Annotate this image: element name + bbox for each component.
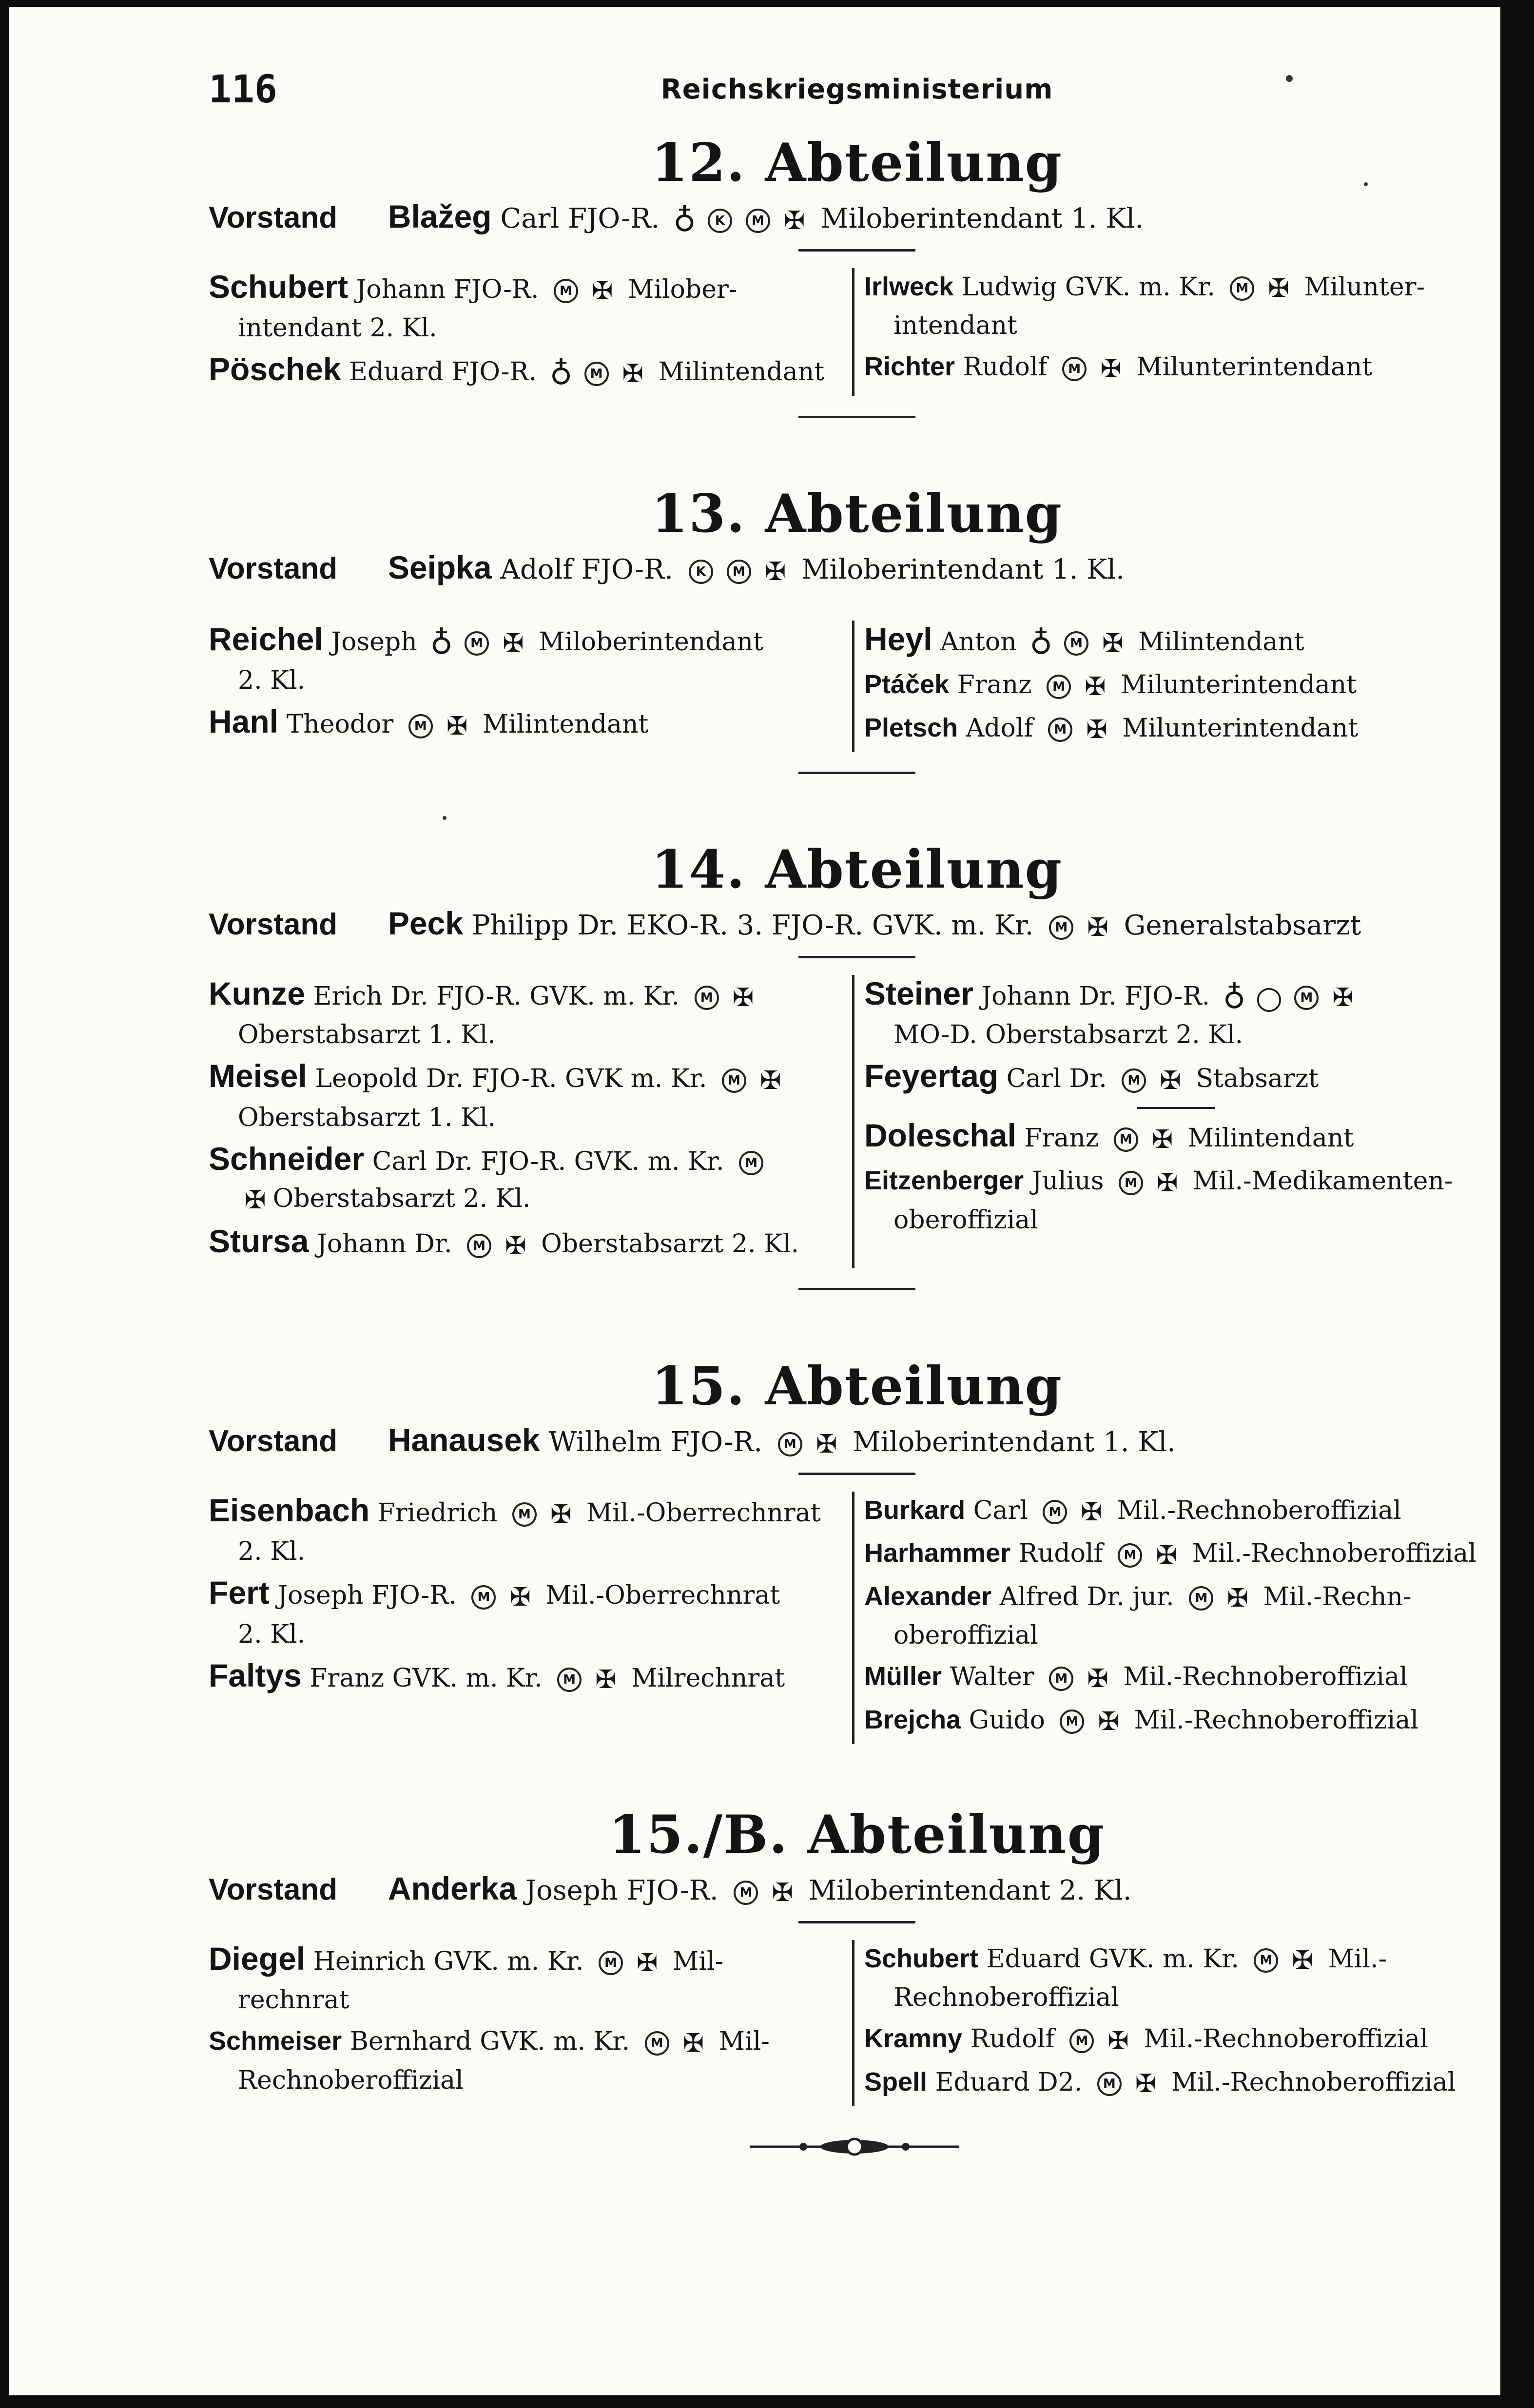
- medal-icon: M: [1118, 1543, 1142, 1568]
- entry-rank: Milintendant: [1138, 627, 1304, 657]
- right-column: [854, 621, 1498, 753]
- section-14: [209, 835, 1505, 1307]
- entry-rank: Oberstabsarzt 2. Kl.: [272, 1184, 531, 1213]
- running-title: Reichskriegsministerium: [660, 74, 1053, 105]
- medal-icon: M: [471, 1585, 496, 1610]
- list-item: [864, 621, 1498, 662]
- surname: Diegel: [209, 1940, 306, 1977]
- cross-icon: ✠: [636, 1948, 658, 1978]
- entry-rank: Milunterintendant: [1121, 670, 1357, 699]
- list-item: [864, 2020, 1498, 2059]
- vorstand-details: Philipp Dr. EKO-R. 3. FJO-R. GVK. m. Kr.: [471, 910, 1034, 941]
- medal-icon: M: [1049, 1667, 1073, 1691]
- surname: Meisel: [209, 1058, 307, 1094]
- section-15b: [209, 1801, 1505, 2106]
- list-item: [864, 666, 1498, 705]
- surname: Schubert: [864, 1943, 979, 1973]
- medal-icon: M: [512, 1502, 537, 1527]
- list-item: [864, 1492, 1498, 1531]
- list-item: [864, 1057, 1498, 1099]
- entry-rank: Stabsarzt: [1196, 1064, 1319, 1093]
- surname: Eitzenberger: [864, 1166, 1024, 1195]
- entry-rank: Mil.-Oberrechnrat: [586, 1498, 821, 1528]
- divider: [798, 772, 915, 774]
- vorstand-line: [209, 548, 1505, 591]
- medal-icon: M: [1122, 1068, 1146, 1093]
- entry-rank: Mil-: [673, 1946, 724, 1976]
- list-item: [864, 1534, 1498, 1574]
- divider: [798, 1473, 915, 1475]
- medal-icon: M: [557, 1668, 582, 1692]
- entry-rank: Milintendant: [482, 710, 649, 739]
- cross-icon: ✠: [1268, 274, 1289, 303]
- vorstand-rank: Miloberintendant 2. Kl.: [808, 1875, 1132, 1906]
- entry-continuation: Oberstabsarzt 1. Kl.: [238, 1103, 496, 1132]
- surname: Burkard: [864, 1495, 966, 1525]
- vorstand-surname: Blažeg: [388, 198, 492, 234]
- ink-speck: [1286, 75, 1293, 82]
- cross-icon: ✠: [764, 557, 786, 586]
- cross-icon: ✠: [1332, 983, 1354, 1012]
- list-item: [864, 1578, 1498, 1654]
- medal-icon: M: [1060, 1709, 1084, 1734]
- left-column: [209, 621, 854, 753]
- entry-rank: Mil.-Rechnoberoffizial: [1144, 2024, 1428, 2054]
- medal-icon: M: [584, 362, 609, 386]
- left-column: [209, 1940, 854, 2107]
- list-item: [864, 1940, 1498, 2017]
- ink-speck: [1364, 182, 1368, 186]
- section-title: 13. Abteilung: [651, 483, 1063, 544]
- entry-text: Erich Dr. FJO-R. GVK. m. Kr.: [313, 981, 680, 1011]
- entry-text: Walter: [950, 1662, 1034, 1691]
- surname: Fert: [209, 1574, 270, 1611]
- member-columns: [209, 268, 1505, 396]
- medal-icon: M: [1230, 276, 1254, 301]
- cross-icon: ✠: [783, 206, 805, 235]
- surname: Schubert: [209, 268, 349, 305]
- cross-icon: ✠: [595, 1665, 617, 1694]
- surname: Kramny: [864, 2024, 963, 2053]
- ring-icon: ♁: [1029, 625, 1053, 661]
- vorstand-surname: Anderka: [388, 1870, 517, 1906]
- medal-icon: M: [695, 986, 719, 1010]
- entry-continuation: intendant 2. Kl.: [238, 313, 437, 343]
- surname: Schmeiser: [209, 2026, 342, 2056]
- document-page: [9, 7, 1500, 2395]
- ring-icon: ♁: [430, 625, 453, 661]
- medal-icon: M: [1097, 2072, 1122, 2096]
- cross-icon: ✠: [1227, 1584, 1248, 1613]
- medal-icon: M: [1189, 1586, 1213, 1611]
- cross-icon: ✠: [1135, 2069, 1157, 2098]
- entry-rank: Milunterintendant: [1122, 713, 1359, 743]
- page-number: 116: [209, 68, 277, 112]
- entry-text: Leopold Dr. FJO-R. GVK m. Kr.: [315, 1064, 707, 1093]
- ink-speck: [443, 816, 447, 820]
- cross-icon: ✠: [622, 359, 644, 388]
- entry-continuation: MO-D. Oberstabsarzt 2. Kl.: [893, 1020, 1243, 1049]
- medal-icon: M: [727, 560, 751, 584]
- divider: [1137, 1107, 1215, 1109]
- entry-rank: Miloberintendant: [539, 627, 763, 657]
- medal-icon: M: [1043, 1500, 1067, 1524]
- section-13: [209, 480, 1505, 791]
- cross-icon: ✠: [1156, 1540, 1177, 1570]
- entry-rank: Mil.-Rechnoberoffizial: [1117, 1495, 1401, 1525]
- entry-text: Eduard D2.: [935, 2067, 1083, 2097]
- right-column: [854, 975, 1498, 1268]
- surname: Reichel: [209, 621, 323, 657]
- medal-icon: M: [645, 2031, 669, 2056]
- cross-icon: ✠: [1085, 672, 1106, 701]
- entry-text: Rudolf: [1018, 1539, 1103, 1568]
- section-title: 14. Abteilung: [651, 839, 1063, 900]
- list-item: [864, 268, 1498, 345]
- entry-text: Guido: [969, 1705, 1045, 1735]
- divider: [798, 956, 915, 958]
- vorstand-line: [209, 1869, 1505, 1912]
- medal-icon: M: [722, 1068, 746, 1093]
- surname: Hanl: [209, 703, 279, 739]
- surname: Pöschek: [209, 351, 341, 387]
- entry-continuation: Oberstabsarzt 1. Kl.: [238, 1020, 496, 1049]
- list-item: [209, 703, 842, 745]
- entry-text: Carl Dr.: [1006, 1064, 1107, 1093]
- cross-icon: ✠: [816, 1429, 837, 1459]
- page-header: [209, 68, 1505, 126]
- entry-text: Ludwig GVK. m. Kr.: [961, 272, 1215, 302]
- cross-icon: ✠: [1102, 629, 1124, 658]
- medal-icon: M: [1069, 2029, 1094, 2053]
- medal-icon: M: [1048, 718, 1072, 742]
- surname: Faltys: [209, 1657, 302, 1693]
- list-item: [209, 1940, 842, 2019]
- entry-rank: Mil.-Rechnoberoffizial: [1134, 1705, 1418, 1735]
- cross-icon: ✠: [1086, 715, 1107, 744]
- vorstand-details: Carl FJO-R.: [500, 203, 660, 234]
- section-title: 15. Abteilung: [651, 1356, 1063, 1417]
- vorstand-surname: Seipka: [388, 549, 492, 585]
- entry-continuation: 2. Kl.: [238, 1619, 306, 1649]
- entry-rank: Mil-: [718, 2027, 770, 2056]
- vorstand-label: Vorstand: [209, 552, 338, 585]
- cross-icon: ✠: [1292, 1946, 1313, 1975]
- cross-icon: ✠: [245, 1185, 266, 1215]
- entry-continuation: oberoffizial: [893, 1621, 1038, 1650]
- surname: Brejcha: [864, 1705, 961, 1734]
- entry-text: Franz GVK. m. Kr.: [310, 1663, 543, 1693]
- entry-text: Franz: [957, 670, 1032, 699]
- medal-icon: M: [554, 279, 578, 303]
- end-ornament: [750, 2132, 959, 2161]
- medal-icon: M: [1119, 1171, 1143, 1195]
- vorstand-rank: Miloberintendant 1. Kl.: [853, 1426, 1176, 1458]
- list-item: [864, 1658, 1498, 1697]
- surname: Pletsch: [864, 713, 958, 742]
- medal-icon: M: [1254, 1948, 1278, 1973]
- vorstand-rank: Miloberintendant 1. Kl.: [820, 203, 1144, 234]
- surname: Richter: [864, 352, 955, 381]
- entry-continuation: 2. Kl.: [238, 1537, 306, 1566]
- medal-icon: M: [465, 631, 489, 656]
- surname: Alexander: [864, 1581, 992, 1611]
- entry-text: Franz: [1024, 1123, 1099, 1153]
- medal-icon: M: [746, 209, 770, 233]
- divider: [798, 1288, 915, 1290]
- medal-icon: M: [778, 1432, 802, 1456]
- entry-text: Johann Dr. FJO-R.: [981, 981, 1210, 1011]
- entry-text: Bernhard GVK. m. Kr.: [350, 2027, 630, 2056]
- member-columns: [209, 975, 1505, 1268]
- vorstand-surname: Peck: [388, 905, 463, 941]
- surname: Doleschal: [864, 1117, 1016, 1153]
- medal-icon: M: [1294, 986, 1319, 1010]
- entry-rank: Milober-: [628, 274, 738, 304]
- list-item: [209, 1223, 842, 1264]
- entry-text: Alfred Dr. jur.: [999, 1582, 1174, 1612]
- cross-icon: ✠: [1160, 1066, 1181, 1095]
- entry-text: Johann Dr.: [316, 1229, 452, 1259]
- surname: Spell: [864, 2067, 928, 2097]
- vorstand-line: [209, 1420, 1505, 1464]
- cross-icon: ✠: [591, 276, 613, 306]
- entry-text: Eduard GVK. m. Kr.: [986, 1944, 1239, 1974]
- entry-continuation: intendant: [893, 311, 1017, 340]
- entry-rank: Mil.-Rechnoberoffizial: [1123, 1662, 1408, 1691]
- surname: Ptáček: [864, 670, 950, 699]
- section-12: [209, 129, 1505, 435]
- vorstand-rank: Miloberintendant 1. Kl.: [801, 554, 1125, 585]
- vorstand-line: [209, 904, 1505, 947]
- list-item: [209, 350, 842, 392]
- knight-icon: K: [689, 560, 713, 584]
- cross-icon: ✠: [509, 1582, 531, 1612]
- medal-icon: M: [1062, 357, 1087, 381]
- ring-icon: ♁: [673, 202, 696, 239]
- divider: [798, 416, 915, 418]
- entry-text: Adolf: [966, 713, 1033, 743]
- left-column: [209, 268, 854, 396]
- list-item: [864, 2063, 1498, 2103]
- vorstand-details: Joseph FJO-R.: [525, 1875, 718, 1906]
- member-columns: [209, 1492, 1505, 1745]
- cross-icon: ✠: [732, 983, 754, 1012]
- entry-continuation: oberoffizial: [893, 1205, 1038, 1235]
- vorstand-rank: Generalstabsarzt: [1124, 910, 1361, 941]
- surname: Stursa: [209, 1223, 309, 1259]
- entry-rank: Mil.-: [1328, 1944, 1387, 1974]
- circle-icon: ○: [1255, 980, 1283, 1016]
- surname: Eisenbach: [209, 1492, 370, 1528]
- entry-rank: Mil.-Rechn-: [1263, 1582, 1412, 1612]
- cross-icon: ✠: [1151, 1125, 1173, 1154]
- left-column: [209, 975, 854, 1268]
- cross-icon: ✠: [446, 711, 468, 741]
- section-title: 15./B. Abteilung: [608, 1804, 1106, 1865]
- surname: Müller: [864, 1662, 942, 1691]
- vorstand-surname: Hanausek: [388, 1422, 540, 1458]
- medal-icon: M: [1047, 675, 1071, 699]
- entry-continuation: rechnrat: [238, 1985, 350, 2015]
- ornament-dot-right: [902, 2143, 910, 2151]
- right-column: [854, 268, 1498, 396]
- medal-icon: M: [599, 1951, 623, 1975]
- entry-rank: Milintendant: [1187, 1123, 1354, 1153]
- entry-text: Joseph FJO-R.: [277, 1581, 457, 1610]
- list-item: [864, 1117, 1498, 1159]
- entry-rank: Milunterintendant: [1136, 352, 1373, 382]
- vorstand-label: Vorstand: [209, 1873, 338, 1906]
- ring-icon: ♁: [1223, 980, 1246, 1016]
- cross-icon: ✠: [1087, 913, 1108, 942]
- entry-rank: Milintendant: [658, 357, 825, 387]
- list-item: [209, 1140, 842, 1219]
- cross-icon: ✠: [760, 1066, 781, 1095]
- entry-text: Carl Dr. FJO-R. GVK. m. Kr.: [372, 1146, 724, 1176]
- vorstand-label: Vorstand: [209, 908, 338, 941]
- cross-icon: ✠: [772, 1878, 794, 1907]
- entry-text: Rudolf: [963, 352, 1048, 382]
- entry-rank: Milrechnrat: [631, 1663, 785, 1693]
- cross-icon: ✠: [1156, 1168, 1178, 1198]
- surname: Steiner: [864, 975, 973, 1011]
- list-item: [864, 975, 1498, 1054]
- vorstand-line: [209, 197, 1505, 240]
- section-15: [209, 1352, 1505, 1744]
- list-item: [864, 1701, 1498, 1741]
- entry-rank: Mil.-Rechnoberoffizial: [1171, 2067, 1456, 2097]
- entry-continuation: [209, 1180, 842, 1219]
- section-title: 12. Abteilung: [651, 132, 1063, 194]
- surname: Harhammer: [864, 1538, 1011, 1568]
- ornament-ring: [847, 2139, 862, 2155]
- vorstand-label: Vorstand: [209, 201, 338, 234]
- medal-icon: M: [408, 714, 433, 738]
- cross-icon: ✠: [550, 1500, 572, 1529]
- list-item: [209, 2022, 842, 2099]
- entry-continuation: Rechnoberoffizial: [238, 2065, 464, 2095]
- divider: [798, 249, 915, 252]
- member-columns: [209, 1940, 1505, 2107]
- entry-text: Rudolf: [970, 2024, 1055, 2054]
- left-column: [209, 1492, 854, 1745]
- entry-text: Heinrich GVK. m. Kr.: [313, 1946, 584, 1976]
- cross-icon: ✠: [1098, 1707, 1120, 1736]
- ornament-dot-left: [799, 2143, 807, 2151]
- entry-text: Carl: [973, 1495, 1028, 1525]
- medal-icon: M: [734, 1881, 758, 1905]
- ring-icon: ♁: [549, 355, 573, 392]
- vorstand-details: Adolf FJO-R.: [500, 554, 674, 585]
- list-item: [864, 709, 1498, 749]
- entry-rank: Mil.-Rechnoberoffizial: [1192, 1539, 1476, 1568]
- entry-rank: Mil.-Oberrechnrat: [545, 1581, 780, 1610]
- list-item: [209, 1057, 842, 1136]
- list-item: [209, 268, 842, 347]
- entry-continuation: 2. Kl.: [238, 666, 306, 695]
- surname: Irlweck: [864, 272, 954, 301]
- list-item: [209, 621, 842, 699]
- cross-icon: ✠: [1100, 354, 1122, 384]
- medal-icon: M: [1114, 1127, 1138, 1152]
- entry-text: Johann FJO-R.: [356, 274, 539, 304]
- cross-icon: ✠: [1107, 2026, 1129, 2056]
- cross-icon: ✠: [505, 1231, 526, 1261]
- list-item: [864, 1162, 1498, 1239]
- cross-icon: ✠: [1087, 1664, 1108, 1693]
- entry-continuation: Rechnoberoffizial: [893, 1983, 1119, 2012]
- surname: Schneider: [209, 1140, 365, 1177]
- medal-icon: M: [467, 1234, 491, 1258]
- vorstand-details: Wilhelm FJO-R.: [548, 1426, 763, 1458]
- entry-text: Theodor: [286, 710, 394, 739]
- cross-icon: ✠: [1081, 1497, 1102, 1527]
- entry-text: Julius: [1031, 1166, 1104, 1196]
- list-item: [209, 1657, 842, 1699]
- entry-text: Anton: [940, 627, 1017, 657]
- surname: Heyl: [864, 621, 932, 657]
- list-item: [209, 1574, 842, 1653]
- entry-rank: Oberstabsarzt 2. Kl.: [541, 1229, 799, 1259]
- entry-rank: Mil.-Medikamenten-: [1193, 1166, 1453, 1196]
- right-column: [854, 1492, 1498, 1745]
- divider: [798, 1921, 915, 1923]
- entry-text: Friedrich: [377, 1498, 498, 1528]
- medal-icon: M: [1049, 915, 1073, 940]
- vorstand-label: Vorstand: [209, 1424, 338, 1458]
- medal-icon: M: [739, 1151, 763, 1175]
- surname: Feyertag: [864, 1058, 999, 1094]
- entry-rank: Milunter-: [1304, 272, 1425, 302]
- surname: Kunze: [209, 975, 305, 1011]
- list-item: [864, 348, 1498, 388]
- cross-icon: ✠: [682, 2028, 704, 2058]
- cross-icon: ✠: [503, 629, 524, 658]
- member-columns: [209, 621, 1505, 753]
- right-column: [854, 1940, 1498, 2107]
- entry-text: Eduard FJO-R.: [349, 357, 537, 387]
- list-item: [209, 1492, 842, 1571]
- knight-icon: K: [708, 209, 732, 233]
- medal-icon: M: [1064, 631, 1088, 656]
- list-item: [209, 975, 842, 1054]
- entry-text: Joseph: [331, 627, 417, 657]
